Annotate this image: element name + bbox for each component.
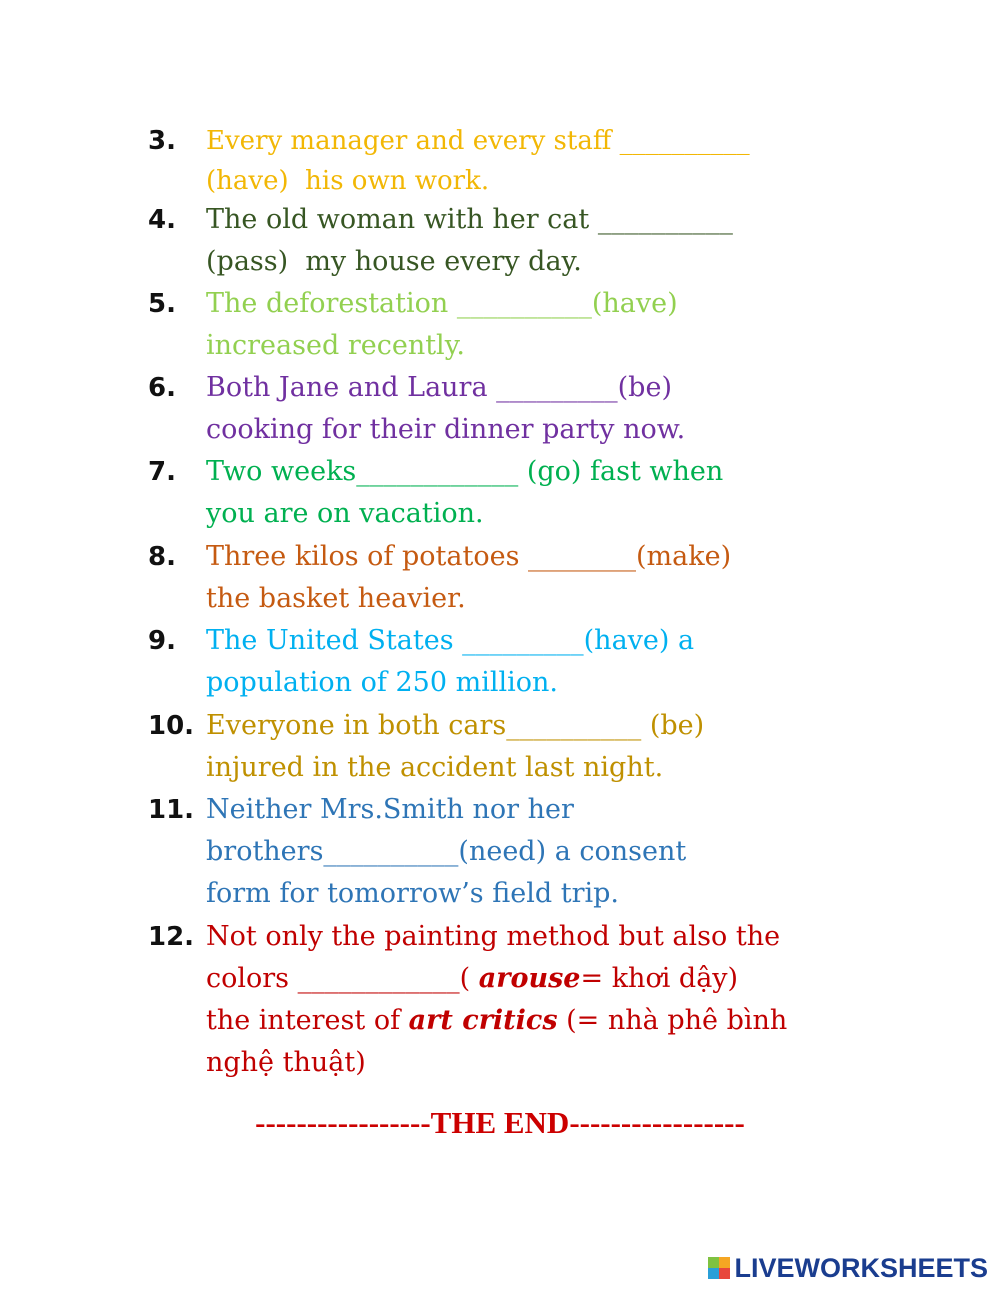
question-text-segment: the interest of: [206, 1005, 409, 1036]
question-text-line: cooking for their dinner party now.: [206, 414, 686, 445]
keyword-art-critics: art critics: [408, 1005, 558, 1036]
question-number: 6.: [148, 373, 176, 403]
question-number: 10.: [148, 711, 195, 741]
question-text-line: the basket heavier.: [206, 583, 466, 614]
question-text-segment: = khơi dậy): [580, 963, 739, 994]
keyword-arouse: arouse: [478, 963, 581, 994]
liveworksheets-logo-icon: [708, 1257, 730, 1279]
question-text-line: nghệ thuật): [206, 1047, 366, 1078]
question-text-line: Every manager and every staff __________: [206, 126, 750, 156]
question-text-line: Everyone in both cars__________ (be): [206, 710, 705, 741]
the-end-banner: -----------------THE END-----------------: [255, 1105, 745, 1140]
question-text-line: increased recently.: [206, 330, 465, 361]
question-text-line: brothers__________(need) a consent: [206, 836, 687, 867]
question-text-line: Two weeks____________ (go) fast when: [206, 456, 724, 487]
question-number: 5.: [148, 289, 176, 319]
question-text-line: The deforestation __________(have): [206, 288, 678, 319]
question-text-line: (have) his own work.: [206, 166, 490, 196]
question-text-line: (pass) my house every day.: [206, 246, 582, 277]
question-text-line: [206, 959, 738, 999]
question-text-line: Neither Mrs.Smith nor her: [206, 794, 574, 825]
question-number: 4.: [148, 205, 176, 235]
question-text-line: [206, 1001, 787, 1041]
question-text-line: you are on vacation.: [206, 498, 484, 529]
question-number: 12.: [148, 922, 195, 952]
question-text-line: form for tomorrow’s field trip.: [206, 878, 619, 909]
question-text-line: The United States _________(have) a: [206, 625, 695, 656]
question-text-line: Both Jane and Laura _________(be): [206, 372, 672, 403]
question-text-line: The old woman with her cat __________: [206, 204, 733, 235]
liveworksheets-brand: [708, 1250, 988, 1286]
question-text-segment: (= nhà phê bình: [557, 1005, 788, 1036]
question-number: 11.: [148, 795, 195, 825]
brand-name: LIVEWORKSHEETS: [734, 1252, 988, 1283]
question-text-segment: colors ____________(: [206, 963, 479, 994]
question-text-line: population of 250 million.: [206, 667, 558, 698]
question-text-line: injured in the accident last night.: [206, 752, 664, 783]
question-text-line: Not only the painting method but also the: [206, 921, 781, 952]
question-number: 8.: [148, 542, 176, 572]
question-number: 7.: [148, 457, 176, 487]
question-text-line: Three kilos of potatoes ________(make): [206, 541, 732, 572]
question-number: 9.: [148, 626, 176, 656]
question-number: 3.: [148, 126, 176, 156]
